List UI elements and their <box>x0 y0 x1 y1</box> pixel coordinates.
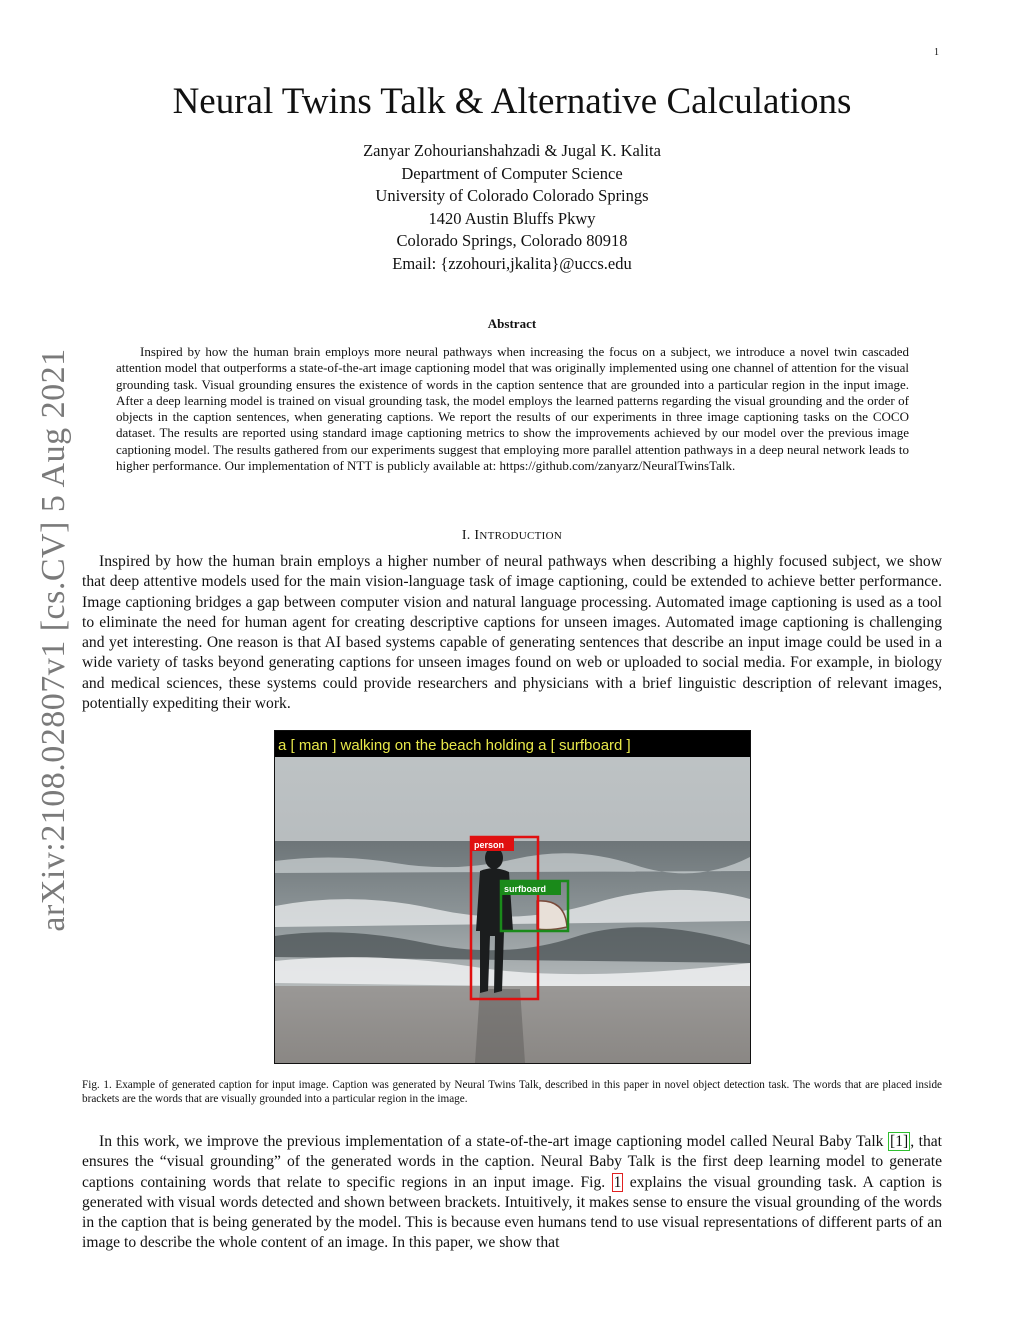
intro-paragraph-1: Inspired by how the human brain employs a higher number of neural pathways when describing a highly focused subject, we show that deep attentive models used for the main vision-language task of image captioning, could be extended to achieve better performance. Image captioning bridges a gap between computer vision and natural language processing. Automated image captioning is used as a tool to eliminate the need for human agent for creating descriptive captions for unseen images. Automated image captioning is challenging and yet interesting. One reason is that AI based systems capable of generating sentences that describe an input image could be used in a wide variety of tasks beyond generating captions for unseen images found on web or uploaded to social media. For example, in biology and medical sciences, these systems could provide researchers and physicians with a brief linguistic description of relevant images, potentially expediting their work. <box>82 553 942 713</box>
paper-title: Neural Twins Talk & Alternative Calculations <box>172 81 852 122</box>
arxiv-stamp: arXiv:2108.02807v1 [cs.CV] 5 Aug 2021 <box>35 348 72 932</box>
figure-ref-link-1[interactable]: 1 <box>613 1173 622 1191</box>
intro-paragraph-2 <box>82 1132 942 1254</box>
section-title: INTRODUCTION <box>474 528 563 543</box>
figure-1-image <box>274 730 751 1064</box>
author-city: Colorado Springs, Colorado 80918 <box>396 231 628 250</box>
caption-overlay-text: a [ man ] walking on the beach holding a [ surfboard ] <box>278 737 631 754</box>
person-label: person <box>474 840 505 850</box>
citation-link-1[interactable]: [1] <box>890 1133 909 1150</box>
section-heading-introduction <box>0 528 1024 544</box>
section-number: I. <box>461 528 471 543</box>
beach-scene <box>275 731 750 1063</box>
para2-part-a: In this work, we improve the previous implementation of a state-of-the-art image captioning model called Neural Baby Talk <box>99 1133 888 1150</box>
para2-part-c: explains the visual grounding task. A caption is generated with visual words detected and shown between brackets. Intuitively, it makes sense to ensure the visual grounding of the words in the caption that is being generated by the model. This is because even humans tend to use visual representations of different parts of an image to describe the whole content of an image. In this paper, we show that <box>82 1173 943 1252</box>
figure-1-caption: Fig. 1. Example of generated caption for input image. Caption was generated by Neural Twins Talk, described in this paper in novel object detection task. The words that are placed inside brackets are the words that are visually grounded into a particular region in the image. <box>82 1079 942 1105</box>
author-university: University of Colorado Colorado Springs <box>375 186 649 205</box>
author-email: Email: {zzohouri,jkalita}@uccs.edu <box>392 253 632 273</box>
author-department: Department of Computer Science <box>401 163 623 183</box>
para2-part-b: , that ensures the “visual grounding” of the generated words in the caption. Neural Baby Talk is the first deep learning model to generate captions containing words that relate to specific regions in an input image. Fig. <box>82 1133 942 1191</box>
author-street: 1420 Austin Bluffs Pkwy <box>428 208 596 228</box>
page-number: 1 <box>934 47 939 58</box>
abstract-body: Inspired by how the human brain employs more neural pathways when increasing the focus on a subject, we introduce a novel twin cascaded attention model that outperforms a state-of-the-art image captioning model that was originally implemented using one channel of attention for the visual grounding task. Visual grounding ensures the existence of words in the caption sentence that are grounded into a particular region in the input image. After a deep learning model is trained on visual grounding task, the model employs the learned patterns regarding the visual grounding and the order of objects in the caption sentences, when generating captions. We report the results of our experiments in three image captioning tasks on the COCO dataset. The results are reported using standard image captioning metrics to show the improvements achieved by our model over the previous image captioning model. The results gathered from our experiments suggest that employing more parallel attention pathways in a deep neural network leads to higher performance. Our implementation of NTT is publicly available at: https://github.com/zanyarz/NeuralTwinsTalk. <box>116 344 909 474</box>
author-block <box>0 140 1024 275</box>
surfboard-label: surfboard <box>504 884 547 894</box>
author-names: Zanyar Zohourianshahzadi & Jugal K. Kalita <box>363 141 661 160</box>
abstract-heading: Abstract <box>487 316 537 331</box>
